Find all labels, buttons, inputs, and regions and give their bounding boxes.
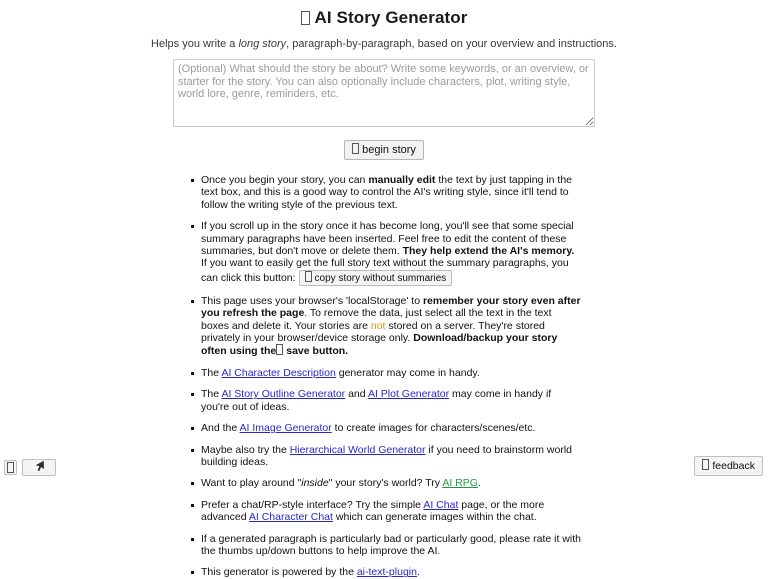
story-input[interactable] (173, 59, 595, 127)
b3-text-1: This page uses your browser's 'localStorage' to (201, 294, 423, 307)
b3-text-3: stored on a server. They're stored privately in your browser/device storage only. (201, 319, 545, 345)
missing-glyph-icon (7, 462, 14, 473)
b7-text-2: if you need to brainstorm world building ideas. (201, 443, 572, 468)
menu-mini-button[interactable] (4, 460, 17, 475)
b5-text-1: The (201, 388, 222, 401)
b2-text-1: If you scroll up in the story once it has become long, you'll see that some special summary paragraphs have been inserted. Feel free to edit the content of these summaries, but don't move or delete them. (201, 220, 574, 258)
page-title-text: AI Story Generator (314, 8, 468, 27)
b11-text-1: This generator is powered by the (201, 566, 357, 579)
b2-bold-1: They help extend the AI's memory. (402, 245, 575, 258)
page-subtitle (0, 38, 768, 50)
link-ai-character-chat[interactable]: AI Character Chat (248, 511, 333, 524)
b1-text-2: the text by just tapping in the text box, and this is a good way to control the AI's writing style, since it'll tend to follow the writing style of the previous text. (201, 174, 573, 211)
b5-text-3: may come in handy if you're out of ideas. (201, 388, 552, 413)
link-hierarchical-world-generator[interactable]: Hierarchical World Generator (289, 443, 426, 456)
info-list (187, 174, 581, 579)
subtitle-part-2: , paragraph-by-paragraph, based on your overview and instructions. (286, 38, 617, 50)
b10-text-1: If a generated paragraph is particularly bad or particularly good, please rate it with the thumbs up/down buttons to help improve the AI. (201, 532, 581, 557)
b3-text-2: . To remove the data, just select all the text in the text boxes and delete it. Your stories are (201, 307, 552, 332)
story-input-wrapper (173, 59, 595, 130)
begin-story-row (0, 140, 768, 160)
b8-text-2: " your story's world? Try (328, 477, 443, 490)
list-item (201, 566, 581, 578)
copy-story-label: copy story without summaries (314, 272, 447, 284)
b3-warning-word: not (370, 319, 386, 332)
missing-glyph-icon (702, 459, 709, 470)
b2-text-2: If you want to easily get the full story text without the summary paragraphs, you can click this button: (201, 257, 569, 284)
b8-emphasis: inside (301, 477, 329, 490)
list-item (201, 220, 581, 286)
list-item (201, 533, 581, 558)
b6-text-1: And the (201, 422, 240, 435)
b9-text-1: Prefer a chat/RP-style interface? Try the simple (201, 498, 424, 511)
list-item (201, 295, 581, 358)
link-ai-chat[interactable]: AI Chat (423, 498, 459, 511)
subtitle-emphasis: long story (238, 38, 287, 50)
b1-bold-1: manually edit (368, 174, 436, 186)
list-item (201, 174, 581, 211)
page-title (0, 0, 768, 28)
list-item (201, 477, 581, 489)
list-item (201, 388, 581, 413)
b5-text-2: and (345, 388, 368, 401)
missing-glyph-icon (301, 11, 310, 25)
b8-text-3: . (477, 477, 481, 490)
list-item (201, 367, 581, 379)
b7-text-1: Maybe also try the (201, 443, 290, 456)
b4-text-1: The (201, 366, 222, 379)
b1-text-1: Once you begin your story, you can (201, 174, 369, 186)
feedback-button[interactable] (694, 456, 763, 476)
link-ai-story-outline-generator[interactable]: AI Story Outline Generator (221, 388, 346, 401)
link-ai-image-generator[interactable]: AI Image Generator (239, 422, 332, 435)
begin-story-button[interactable] (344, 140, 424, 160)
b6-text-2: to create images for characters/scenes/etc. (331, 422, 536, 435)
link-ai-plot-generator[interactable]: AI Plot Generator (367, 388, 450, 401)
b3-bold-3: save button. (286, 345, 349, 358)
b3-bold-2: Download/backup your story often using the (201, 332, 558, 358)
b11-text-2: . (416, 566, 420, 579)
b9-text-3: which can generate images within the chat. (332, 511, 537, 524)
copy-story-without-summaries-button[interactable] (299, 270, 453, 286)
b9-text-2: page, or the more advanced (201, 498, 545, 524)
missing-glyph-icon (352, 143, 359, 154)
list-item (201, 444, 581, 469)
link-ai-text-plugin[interactable]: ai-text-plugin (356, 566, 417, 579)
subtitle-part-1: Helps you write a (151, 38, 239, 50)
list-item (201, 499, 581, 524)
feedback-label: feedback (712, 460, 755, 472)
mouse-pointer-icon (34, 460, 45, 475)
b8-text-1: Want to play around " (201, 477, 302, 490)
bottom-right-toolbar (694, 456, 763, 476)
missing-glyph-icon (276, 344, 283, 355)
link-ai-rpg[interactable]: AI RPG (442, 477, 478, 490)
b4-text-2: generator may come in handy. (335, 366, 480, 379)
link-ai-character-description[interactable]: AI Character Description (221, 366, 336, 379)
b3-bold-1: remember your story even after you refresh the page (201, 294, 581, 320)
begin-story-label: begin story (362, 144, 416, 156)
missing-glyph-icon (305, 271, 312, 282)
bottom-left-toolbar (4, 459, 56, 476)
list-item (201, 422, 581, 434)
cursor-mode-button[interactable] (22, 459, 56, 476)
